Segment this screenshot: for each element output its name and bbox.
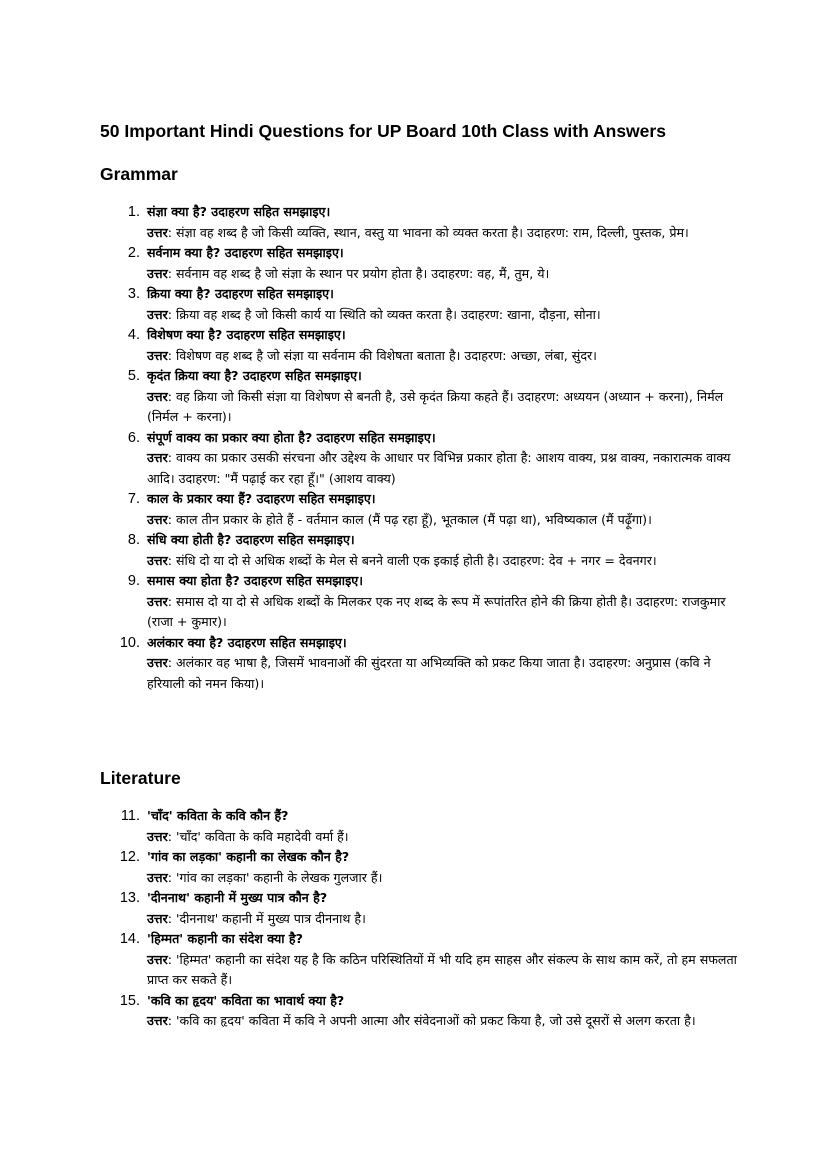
answer-body: : काल तीन प्रकार के होते हैं - वर्तमान काल (मैं पढ़ रहा हूँ), भूतकाल (मैं पढ़ा था), भविष्यकाल (मैं पढ़ूँगा)। <box>167 511 652 527</box>
answer-label: उत्तर <box>147 951 168 967</box>
question-item <box>100 929 740 991</box>
question-text: कृदंत क्रिया क्या है? उदाहरण सहित समझाइए। <box>147 368 362 383</box>
question-number: 11. <box>120 808 140 824</box>
answer-label: उत्तर <box>147 306 168 322</box>
answer-body: : वह क्रिया जो किसी संज्ञा या विशेषण से बनती है, उसे कृदंत क्रिया कहते हैं। उदाहरण: अध्ययन (अध्यान + करना), निर्मल (निर्मल + करना)। <box>147 388 724 424</box>
question-item <box>100 991 740 1032</box>
answer-text <box>147 387 740 428</box>
answer-body: : 'गांव का लड़का' कहानी के लेखक गुलजार हैं। <box>167 869 383 885</box>
question-text: क्रिया क्या है? उदाहरण सहित समझाइए। <box>147 286 334 301</box>
question-item <box>100 489 740 530</box>
answer-body: : अलंकार वह भाषा है, जिसमें भावनाओं की सुंदरता या अभिव्यक्ति को प्रकट किया जाता है। उदाहरण: अनुप्रास (कवि ने हरियाली को नमन किया)। <box>147 655 711 691</box>
answer-text <box>147 305 740 326</box>
answer-label: उत्तर <box>147 347 168 363</box>
answer-text <box>147 909 740 930</box>
grammar-question-list <box>100 202 740 694</box>
question-text: 'चाँद' कविता के कवि कौन हैं? <box>147 808 289 823</box>
section-heading-literature: Literature <box>100 768 181 788</box>
document-title: 50 Important Hindi Questions for UP Board 10th Class with Answers <box>100 121 666 141</box>
question-number: 9. <box>127 573 140 589</box>
question-number: 1. <box>127 204 140 220</box>
section-heading-grammar: Grammar <box>100 164 178 184</box>
answer-text <box>147 346 740 367</box>
question-item <box>100 366 740 428</box>
answer-label: उत्तर <box>147 224 168 240</box>
answer-label: उत्तर <box>147 450 168 465</box>
answer-text <box>147 448 740 489</box>
question-number: 14. <box>119 931 140 947</box>
literature-question-list <box>100 806 740 1032</box>
question-text: 'गांव का लड़का' कहानी का लेखक कौन है? <box>147 849 350 864</box>
answer-label: उत्तर <box>147 388 168 404</box>
answer-body: : समास दो या दो से अधिक शब्दों के मिलकर एक नए शब्द के रूप में रूपांतरित होने की क्रिया होती है। उदाहरण: राजकुमार (राजा + कुमार)। <box>147 593 726 629</box>
answer-label: उत्तर <box>147 511 168 527</box>
question-text: 'हिम्मत' कहानी का संदेश क्या है? <box>147 931 303 946</box>
answer-body: : क्रिया वह शब्द है जो किसी कार्य या स्थिति को व्यक्त करता है। उदाहरण: खाना, दौड़ना, सोना। <box>167 306 601 322</box>
answer-text <box>147 653 740 694</box>
question-number: 12. <box>119 849 140 865</box>
answer-text <box>147 827 740 848</box>
answer-label: उत्तर <box>147 552 168 568</box>
question-item <box>100 633 740 695</box>
answer-label: उत्तर <box>147 910 168 926</box>
answer-body: : सर्वनाम वह शब्द है जो संज्ञा के स्थान पर प्रयोग होता है। उदाहरण: वह, मैं, तुम, ये। <box>167 265 550 281</box>
answer-body: : संधि दो या दो से अधिक शब्दों के मेल से बनने वाली एक इकाई होती है। उदाहरण: देव + नगर = देवनगर। <box>167 552 657 568</box>
answer-label: उत्तर <box>147 655 168 670</box>
answer-label: उत्तर <box>147 265 168 281</box>
answer-body: : संज्ञा वह शब्द है जो किसी व्यक्ति, स्थान, वस्तु या भावना को व्यक्त करता है। उदाहरण: राम, दिल्ली, पुस्तक, प्रेम। <box>167 224 689 240</box>
question-item <box>100 202 740 243</box>
question-number: 4. <box>127 327 140 343</box>
question-item <box>100 888 740 929</box>
question-text: सर्वनाम क्या है? उदाहरण सहित समझाइए। <box>147 245 344 260</box>
question-item <box>100 847 740 888</box>
question-item <box>100 571 740 633</box>
question-number: 6. <box>127 429 140 446</box>
question-text: संधि क्या होती है? उदाहरण सहित समझाइए। <box>147 532 355 547</box>
answer-label: उत्तर <box>147 1013 168 1028</box>
question-number: 10. <box>119 634 140 651</box>
answer-body: : विशेषण वह शब्द है जो संज्ञा या सर्वनाम की विशेषता बताता है। उदाहरण: अच्छा, लंबा, सुंदर। <box>167 347 597 363</box>
question-number: 13. <box>119 890 140 906</box>
question-text: समास क्या होता है? उदाहरण सहित समझाइए। <box>147 573 363 588</box>
answer-text <box>147 223 740 244</box>
question-text: संज्ञा क्या है? उदाहरण सहित समझाइए। <box>147 204 331 219</box>
answer-body: : 'कवि का हृदय' कविता में कवि ने अपनी आत्मा और संवेदनाओं को प्रकट किया है, जो उसे दूसरों से अलग करता है। <box>167 1013 696 1028</box>
answer-body: : 'दीननाथ' कहानी में मुख्य पात्र दीननाथ है। <box>167 910 366 926</box>
answer-text <box>147 551 740 572</box>
question-item <box>100 284 740 325</box>
question-text: 'कवि का हृदय' कविता का भावार्थ क्या है? <box>147 992 345 1008</box>
question-text: अलंकार क्या है? उदाहरण सहित समझाइए। <box>147 634 347 650</box>
question-text: विशेषण क्या है? उदाहरण सहित समझाइए। <box>147 327 346 342</box>
question-number: 15. <box>119 992 140 1009</box>
answer-body: : वाक्य का प्रकार उसकी संरचना और उद्देश्य के आधार पर विभिन्न प्रकार होता है: आशय वाक्य, प्रश्न वाक्य, नकारात्मक वाक्य आदि। उदाहरण: "मैं पढ़ाई कर रहा हूँ।" (आशय वाक्य) <box>147 450 731 486</box>
question-text: संपूर्ण वाक्य का प्रकार क्या होता है? उदाहरण सहित समझाइए। <box>147 429 436 445</box>
answer-body: : 'चाँद' कविता के कवि महादेवी वर्मा हैं। <box>167 828 349 844</box>
question-number: 7. <box>127 491 140 507</box>
question-item <box>100 428 740 490</box>
question-number: 5. <box>127 368 140 384</box>
question-number: 2. <box>127 245 140 261</box>
answer-text <box>147 868 740 889</box>
question-text: 'दीननाथ' कहानी में मुख्य पात्र कौन है? <box>147 890 328 905</box>
answer-label: उत्तर <box>147 828 168 844</box>
answer-text <box>147 264 740 285</box>
question-item <box>100 530 740 571</box>
answer-text <box>147 1011 740 1032</box>
answer-body: : 'हिम्मत' कहानी का संदेश यह है कि कठिन परिस्थितियों में भी यदि हम साहस और संकल्प के साथ काम करें, तो हम सफलता प्राप्त कर सकते हैं। <box>147 951 737 987</box>
answer-label: उत्तर <box>147 593 168 609</box>
answer-text <box>147 950 740 991</box>
question-item <box>100 243 740 284</box>
answer-text <box>147 510 740 531</box>
question-number: 3. <box>127 286 140 302</box>
answer-label: उत्तर <box>147 869 168 885</box>
question-item <box>100 325 740 366</box>
answer-text <box>147 592 740 633</box>
question-number: 8. <box>127 532 140 548</box>
question-item <box>100 806 740 847</box>
question-text: काल के प्रकार क्या हैं? उदाहरण सहित समझाइए। <box>147 491 376 506</box>
